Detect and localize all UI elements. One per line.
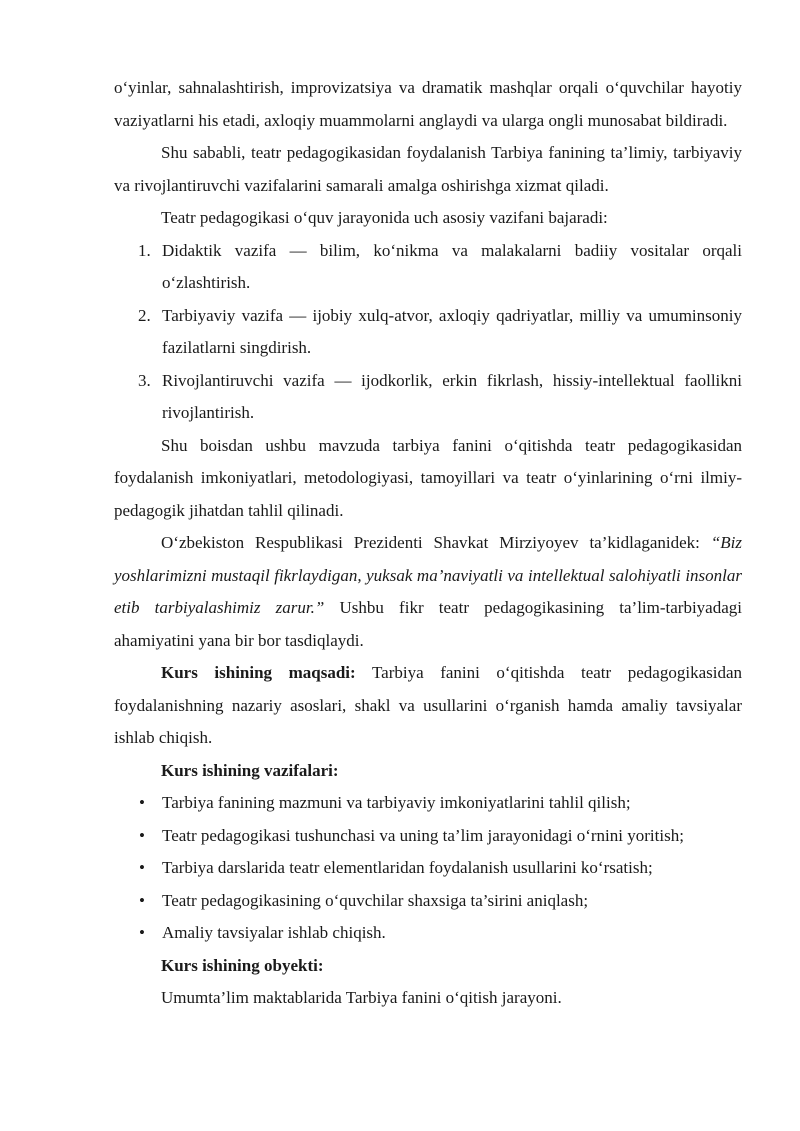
item-number: 1. — [138, 240, 151, 260]
item-text: Didaktik vazifa — bilim, ko‘nikma va malakalarni badiiy vositalar orqali o‘zlashtirish. — [162, 240, 742, 292]
item-text: Rivojlantiruvchi vazifa — ijodkorlik, erkin fikrlash, hissiy-intellektual faollikni rivojlantirish. — [162, 370, 742, 422]
numbered-list-functions — [114, 235, 742, 430]
bullet-icon: • — [139, 793, 145, 812]
maqsad-label: Kurs ishining maqsadi: — [161, 663, 356, 682]
bullet-icon: • — [139, 858, 145, 877]
bullet-item — [114, 820, 742, 853]
item-number: 2. — [138, 305, 151, 325]
numbered-item — [114, 235, 742, 300]
bullet-text: Tarbiya darslarida teatr elementlaridan foydalanish usullarini ko‘rsatish; — [162, 858, 653, 877]
bullet-list-tasks — [114, 787, 742, 950]
bullet-icon: • — [139, 890, 145, 910]
paragraph-shu-sababli: Shu sababli, teatr pedagogikasidan foydalanish Tarbiya fanining ta’limiy, tarbiyaviy va rivojlantiruvchi vazifalarini samarali amalga oshirishga xizmat qiladi. — [114, 143, 742, 195]
numbered-item — [114, 300, 742, 365]
maqsad-text: Tarbiya fanini o‘qitishda teatr pedagogikasidan foydalanishning nazariy asoslari, shakl va usullarini o‘rganish hamda amaliy tavsiyalar ishlab chiqish. — [114, 663, 743, 747]
quote-tail: Ushbu fikr teatr pedagogikasining ta’lim-tarbiyadagi ahamiyatini yana bir bor tasdiqlaydi. — [114, 598, 742, 650]
item-text: Tarbiyaviy vazifa — ijobiy xulq-atvor, axloqiy qadriyatlar, milliy va umuminsoniy fazilatlarni singdirish. — [162, 305, 742, 357]
bullet-text: Teatr pedagogikasining o‘quvchilar shaxsiga ta’sirini aniqlash; — [162, 890, 589, 910]
paragraph-three-functions-intro: Teatr pedagogikasi o‘quv jarayonida uch asosiy vazifani bajaradi: — [161, 208, 608, 227]
bullet-item — [114, 787, 742, 820]
paragraph-maqsad — [114, 657, 742, 755]
paragraph-shu-boisdan: Shu boisdan ushbu mavzuda tarbiya fanini o‘qitishda teatr pedagogikasidan foydalanish imkoniyatlari, metodologiyasi, tamoyillari va teatr o‘yinlarining o‘rni ilmiy-pedagogik jihatdan tahlil qilinadi. — [114, 435, 742, 520]
bullet-text: Teatr pedagogikasi tushunchasi va uning ta’lim jarayonidagi o‘rnini yoritish; — [162, 825, 684, 845]
numbered-item — [114, 365, 742, 430]
bullet-item — [114, 852, 742, 885]
paragraph-obyekt-text: Umumta’lim maktablarida Tarbiya fanini o‘qitish jarayoni. — [161, 988, 562, 1007]
paragraph-continuation: o‘yinlar, sahnalashtirish, improvizatsiya va dramatik mashqlar orqali o‘quvchilar hayotiy vaziyatlarni his etadi, axloqiy muammolarni anglaydi va ularga ongli munosabat bildiradi. — [114, 78, 742, 130]
heading-vazifalar: Kurs ishining vazifalari: — [161, 760, 339, 780]
bullet-icon: • — [139, 825, 145, 845]
heading-obyekt: Kurs ishining obyekti: — [161, 955, 324, 975]
bullet-icon: • — [139, 923, 145, 942]
quote-text: “Biz yoshlarimizni mustaqil fikrlaydigan, yuksak ma’naviyatli va intellektual salohiyatli insonlar etib tarbiyalashimiz zarur.” — [114, 533, 742, 617]
quote-lead: O‘zbekiston Respublikasi Prezidenti Shavkat Mirziyoyev ta’kidlaganidek: — [161, 533, 711, 552]
bullet-item — [114, 885, 742, 918]
bullet-text: Amaliy tavsiyalar ishlab chiqish. — [162, 923, 386, 942]
paragraph-president-quote — [114, 527, 742, 657]
bullet-text: Tarbiya fanining mazmuni va tarbiyaviy imkoniyatlarini tahlil qilish; — [162, 793, 631, 812]
bullet-item — [114, 917, 742, 950]
item-number: 3. — [138, 370, 151, 390]
